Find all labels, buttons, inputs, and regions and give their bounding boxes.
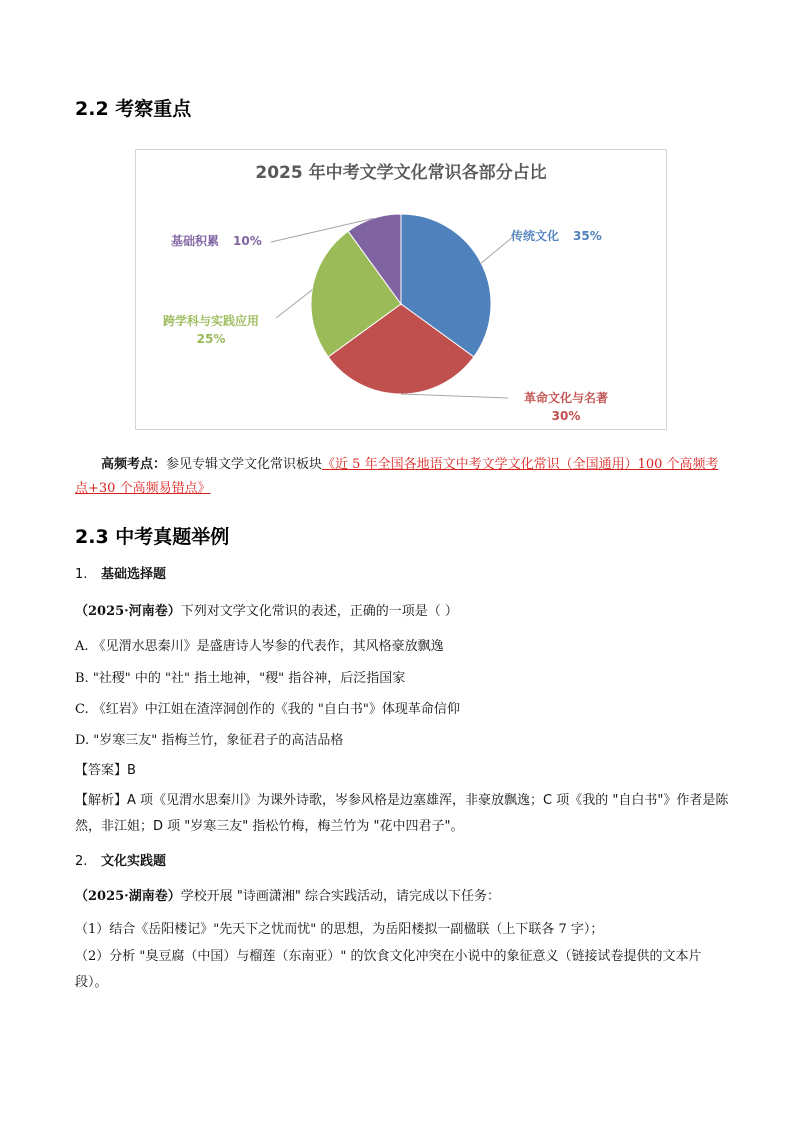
question-2-title: 文化实践题 bbox=[101, 854, 167, 869]
task-1: （1）结合《岳阳楼记》"先天下之忧而忧" 的思想，为岳阳楼拟一副楹联（上下联各 7 字）； bbox=[75, 922, 604, 937]
question-1-analysis: 【解析】A 项《见渭水思秦川》为课外诗歌，岑参风格是边塞雄浑，非豪放飘逸；C 项《我的 "自白书"》作者是陈然，非江姐；D 项 "岁寒三友" 指松竹梅，梅兰竹为 "花中四君子"。 bbox=[75, 793, 729, 834]
chart-title: 2025 年中考文学文化常识各部分占比 bbox=[255, 163, 547, 183]
pie-label-percent-4: 10% bbox=[233, 234, 262, 248]
question-2-source: （2025·湖南卷） bbox=[75, 889, 181, 904]
leader-line-2 bbox=[401, 394, 508, 398]
option-d: D. "岁寒三友" 指梅兰竹，象征君子的高洁品格 bbox=[75, 733, 344, 748]
pie-label-1 bbox=[510, 228, 602, 243]
leader-line-1 bbox=[481, 236, 514, 263]
question-2-number: 2. bbox=[75, 854, 88, 869]
option-b: B. "社稷" 中的 "社" 指土地神，"稷" 指谷神，后泛指国家 bbox=[75, 671, 406, 686]
high-frequency-label: 高频考点： bbox=[101, 457, 167, 472]
high-frequency-note bbox=[75, 453, 730, 501]
question-1-heading bbox=[75, 563, 166, 582]
pie-label-percent-2: 30% bbox=[551, 409, 581, 423]
question-1-number: 1. bbox=[75, 567, 88, 582]
question-1-source: （2025·河南卷） bbox=[75, 604, 181, 619]
pie-label-percent-3: 25% bbox=[196, 332, 226, 346]
task-2: （2）分析 "臭豆腐（中国）与榴莲（东南亚）" 的饮食文化冲突在小说中的象征意义（链接试卷提供的文本片段）。 bbox=[75, 949, 702, 990]
option-a: A. 《见渭水思秦川》是盛唐诗人岑参的代表作，其风格豪放飘逸 bbox=[75, 639, 444, 654]
section-heading-2-2: 2.2 考察重点 bbox=[75, 98, 192, 120]
question-1-answer: 【答案】B bbox=[75, 763, 136, 778]
pie-chart bbox=[135, 149, 667, 430]
question-2-heading bbox=[75, 850, 166, 869]
question-1-stem bbox=[75, 600, 458, 619]
pie-label-percent-1: 35% bbox=[573, 229, 602, 243]
section-heading-2-3: 2.3 中考真题举例 bbox=[75, 526, 230, 548]
option-c: C. 《红岩》中江姐在渣滓洞创作的《我的 "自白书"》体现革命信仰 bbox=[75, 702, 460, 717]
pie-label-4 bbox=[171, 233, 262, 248]
question-1-title: 基础选择题 bbox=[101, 567, 167, 582]
question-2-stem bbox=[75, 885, 500, 904]
question-1-stem-text: 下列对文学文化常识的表述，正确的一项是（ ） bbox=[180, 604, 458, 619]
pie-label-name-4: 基础积累 bbox=[171, 234, 220, 248]
pie-chart-svg bbox=[136, 150, 666, 429]
high-frequency-text: 参见专辑文学文化常识板块 bbox=[166, 457, 323, 472]
pie-label-name-1: 传统文化 bbox=[511, 229, 560, 243]
high-frequency-link[interactable]: 《近 5 年全国各地语文中考文学文化常识（全国通用）100 个高频考点+30 个高频易错点》 bbox=[75, 457, 719, 496]
question-2-stem-text: 学校开展 "诗画潇湘" 综合实践活动，请完成以下任务： bbox=[180, 889, 500, 904]
leader-line-3 bbox=[276, 290, 312, 318]
pie-label-name-3: 跨学科与实践应用 bbox=[162, 314, 260, 328]
pie-label-name-2: 革命文化与名著 bbox=[523, 391, 609, 405]
